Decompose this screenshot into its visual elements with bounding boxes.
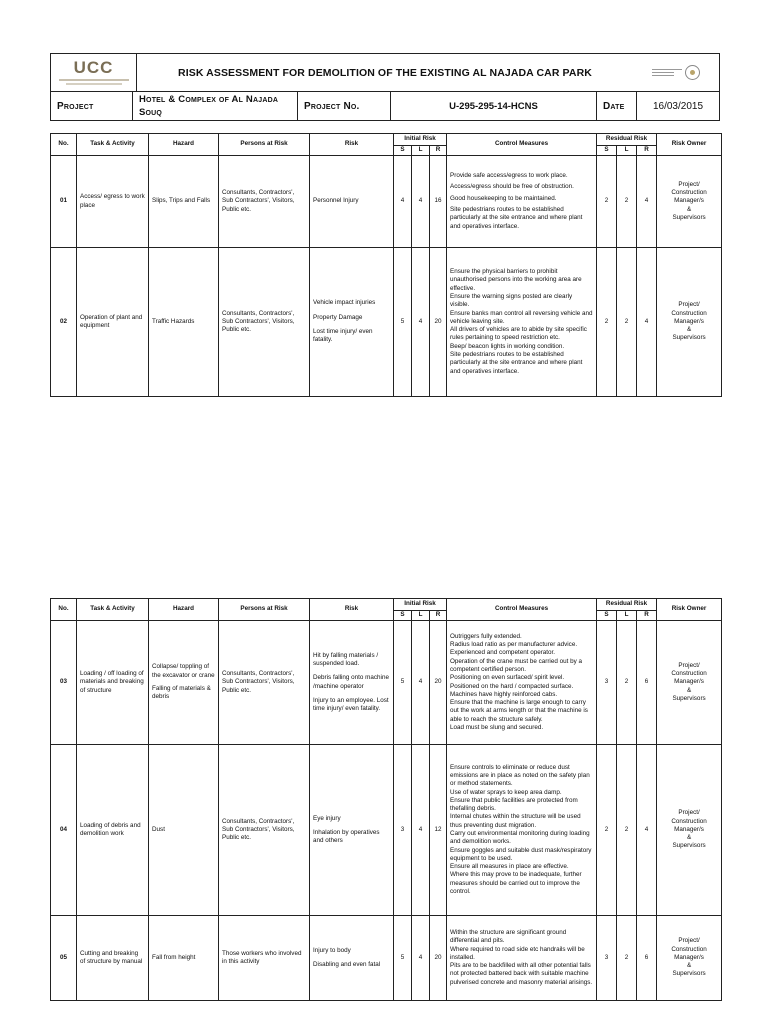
col-initial-s: S bbox=[394, 146, 412, 156]
risk-line: Disabling and even fatal bbox=[313, 961, 381, 968]
risk-owner-line: Project/ bbox=[678, 937, 700, 945]
control-measures-line: Access/egress should be free of obstruction. bbox=[450, 183, 574, 191]
col-initial-r: R bbox=[430, 611, 447, 621]
project-label: Project bbox=[51, 92, 133, 120]
initial-s: 4 bbox=[394, 156, 412, 248]
header-title-row bbox=[51, 54, 719, 92]
hazard-line: Collapse/ toppling of the excavator or crane bbox=[152, 663, 215, 679]
initial-s: 5 bbox=[394, 916, 412, 1001]
col-control: Control Measures bbox=[447, 134, 597, 156]
control-measures-line: Machines have highly reinforced cabs. bbox=[450, 690, 558, 698]
control-measures-line: Ensure that the machine is large enough to carry out the work at arms length or that the machine is able to reach the structure safely. bbox=[450, 699, 588, 723]
risk-owner-line: Supervisors bbox=[672, 334, 706, 342]
hazard bbox=[149, 621, 219, 745]
residual-r: 6 bbox=[637, 621, 657, 745]
col-hazard: Hazard bbox=[149, 134, 219, 156]
control-measures-line: Good housekeeping to be maintained. bbox=[450, 194, 557, 202]
task-activity: Loading / off loading of materials and breaking of structure bbox=[77, 621, 149, 745]
risk-table-page-1 bbox=[50, 133, 722, 397]
control-measures-line: Ensure controls to eliminate or reduce dust emissions are in place as noted on the safety plan or method statements. bbox=[450, 763, 590, 788]
control-measures-line: Radius load ratio as per manufacturer advice. bbox=[450, 641, 578, 649]
risk-line: Injury to an employee. Lost time injury/ even fatality. bbox=[313, 696, 389, 713]
control-measures-line: Ensure all measures in place are effective. bbox=[450, 863, 569, 871]
risk-row-04 bbox=[51, 745, 722, 916]
hazard-line: Slips, Trips and Falls bbox=[152, 197, 211, 205]
initial-l: 4 bbox=[412, 156, 430, 248]
risk bbox=[310, 248, 394, 397]
hazard bbox=[149, 156, 219, 248]
header-info-row bbox=[51, 92, 719, 120]
risk-line: Personnel Injury bbox=[313, 197, 359, 205]
logo-underline bbox=[66, 83, 122, 85]
row-no: 02 bbox=[51, 248, 77, 397]
risk-owner-line: & bbox=[686, 962, 692, 970]
col-residual-r: R bbox=[637, 146, 657, 156]
control-measures-line: Where this may prove to be inadequate, further measures should be carried out to improve the control. bbox=[450, 871, 582, 896]
risk-owner-line: Project/ bbox=[678, 809, 700, 817]
table-header bbox=[51, 599, 722, 621]
risk bbox=[310, 745, 394, 916]
col-initial-risk: Initial Risk bbox=[394, 134, 447, 146]
document-header bbox=[50, 53, 720, 121]
col-owner: Risk Owner bbox=[657, 599, 722, 621]
risk-owner-line: Construction bbox=[671, 670, 707, 678]
risk-line: Debris falling onto machine /machine operator bbox=[313, 674, 389, 690]
control-measures-line: Pits are to be backfilled with all other potential falls not protected battered back with suitable machine pulverised concrete and masonry material arisings. bbox=[450, 962, 593, 986]
risk-row-02 bbox=[51, 248, 722, 397]
col-persons: Persons at Risk bbox=[219, 134, 310, 156]
col-initial-l: L bbox=[412, 611, 430, 621]
company-logo bbox=[51, 54, 137, 91]
control-measures-line: Use of water sprays to keep area damp. bbox=[450, 788, 562, 796]
col-persons: Persons at Risk bbox=[219, 599, 310, 621]
risk-owner-line: Project/ bbox=[678, 180, 700, 188]
risk-line: Vehicle impact injuries bbox=[313, 299, 376, 307]
risk-owner-line: Construction bbox=[671, 945, 707, 953]
risk-owner-line: Construction bbox=[671, 189, 707, 197]
risk-owner-line: Manager/s bbox=[674, 953, 704, 961]
risk bbox=[310, 156, 394, 248]
initial-r: 20 bbox=[430, 621, 447, 745]
control-measures-line: Load must be slung and secured. bbox=[450, 723, 544, 731]
col-owner: Risk Owner bbox=[657, 134, 722, 156]
row-no: 04 bbox=[51, 745, 77, 916]
residual-s: 2 bbox=[597, 248, 617, 397]
col-risk: Risk bbox=[310, 599, 394, 621]
risk-owner-line: Manager/s bbox=[674, 197, 704, 205]
initial-r: 12 bbox=[430, 745, 447, 916]
control-measures-line: Ensure banks man control all reversing vehicle and vehicle leaving site. bbox=[450, 309, 593, 325]
risk-line: Hit by falling materials / suspended load. bbox=[313, 651, 379, 667]
col-residual-s: S bbox=[597, 611, 617, 621]
risk bbox=[310, 621, 394, 745]
col-hazard: Hazard bbox=[149, 599, 219, 621]
col-initial-risk: Initial Risk bbox=[394, 599, 447, 611]
control-measures-line: Where required to road side etc handrails will be installed. bbox=[450, 945, 585, 961]
residual-l: 2 bbox=[617, 156, 637, 248]
task-activity: Cutting and breaking of structure by manual bbox=[77, 916, 149, 1001]
col-initial-s: S bbox=[394, 611, 412, 621]
risk-owner-line: Supervisors bbox=[672, 842, 706, 850]
risk-line: Lost time injury/ even fatality. bbox=[313, 328, 373, 344]
control-measures bbox=[447, 916, 597, 1001]
col-no: No. bbox=[51, 599, 77, 621]
residual-s: 3 bbox=[597, 621, 617, 745]
initial-l: 4 bbox=[412, 248, 430, 397]
control-measures-line: Internal chutes within the structure will be used thus preventing dust migration. bbox=[450, 813, 581, 829]
initial-r: 20 bbox=[430, 916, 447, 1001]
row-no: 05 bbox=[51, 916, 77, 1001]
hazard-line: Dust bbox=[152, 825, 165, 833]
risk-owner-line: Project/ bbox=[678, 661, 700, 669]
hazard bbox=[149, 745, 219, 916]
control-measures-line: Within the structure are significant ground differential and pits. bbox=[450, 928, 567, 945]
risk-owner-line: Project/ bbox=[678, 301, 700, 309]
risk-owner-line: Supervisors bbox=[672, 970, 706, 978]
control-measures-line: Ensure goggles and suitable dust mask/respiratory equipment to be used. bbox=[450, 846, 592, 862]
control-measures-line: Experienced and competent operator. bbox=[450, 649, 556, 657]
persons-at-risk: Consultants, Contractors', Sub Contractors', Visitors, Public etc. bbox=[219, 745, 310, 916]
control-measures bbox=[447, 156, 597, 248]
initial-l: 4 bbox=[412, 621, 430, 745]
risk-table-page-2 bbox=[50, 598, 722, 1001]
risk-owner-line: Supervisors bbox=[672, 213, 706, 221]
risk-owner-line: Construction bbox=[671, 309, 707, 317]
logo-text: UCC bbox=[73, 58, 114, 77]
control-measures-line: Carry out environmental monitoring during loading and demolition works. bbox=[450, 830, 590, 846]
risk-owner bbox=[657, 248, 722, 397]
task-activity: Loading of debris and demolition work bbox=[77, 745, 149, 916]
task-activity: Access/ egress to work place bbox=[77, 156, 149, 248]
col-residual-l: L bbox=[617, 146, 637, 156]
risk bbox=[310, 916, 394, 1001]
risk-owner bbox=[657, 621, 722, 745]
initial-s: 5 bbox=[394, 621, 412, 745]
risk-owner-line: Supervisors bbox=[672, 694, 706, 702]
row-no: 01 bbox=[51, 156, 77, 248]
logo-underline bbox=[59, 79, 129, 81]
persons-at-risk: Consultants, Contractors', Sub Contractors', Visitors, Public etc. bbox=[219, 156, 310, 248]
col-initial-r: R bbox=[430, 146, 447, 156]
col-residual-risk: Residual Risk bbox=[597, 134, 657, 146]
residual-r: 4 bbox=[637, 248, 657, 397]
persons-at-risk: Consultants, Contractors', Sub Contractors', Visitors, Public etc. bbox=[219, 621, 310, 745]
project-no-value: U-295-295-14-HCNS bbox=[391, 92, 597, 120]
risk-owner-line: Manager/s bbox=[674, 317, 704, 325]
risk-line: Injury to body bbox=[313, 946, 351, 954]
persons-at-risk: Consultants, Contractors', Sub Contractors', Visitors, Public etc. bbox=[219, 248, 310, 397]
residual-l: 2 bbox=[617, 621, 637, 745]
risk-line: Eye injury bbox=[313, 814, 341, 822]
residual-s: 3 bbox=[597, 916, 617, 1001]
initial-s: 5 bbox=[394, 248, 412, 397]
risk-owner-line: Manager/s bbox=[674, 825, 704, 833]
col-residual-r: R bbox=[637, 611, 657, 621]
col-initial-l: L bbox=[412, 146, 430, 156]
residual-r: 6 bbox=[637, 916, 657, 1001]
table-body bbox=[51, 156, 722, 397]
control-measures-line: Site pedestrians routes to be established particularly at the site entrance and where plant and operatives interface. bbox=[450, 351, 583, 375]
document-title: RISK ASSESSMENT FOR DEMOLITION OF THE EXISTING AL NAJADA CAR PARK bbox=[178, 66, 592, 79]
col-residual-s: S bbox=[597, 146, 617, 156]
residual-l: 2 bbox=[617, 248, 637, 397]
risk-owner bbox=[657, 916, 722, 1001]
seal-text bbox=[652, 69, 682, 76]
col-residual-l: L bbox=[617, 611, 637, 621]
initial-r: 20 bbox=[430, 248, 447, 397]
task-activity: Operation of plant and equipment bbox=[77, 248, 149, 397]
risk-owner bbox=[657, 745, 722, 916]
control-measures-line: Ensure the physical barriers to prohibit unauthorised persons into the working area are effective. bbox=[450, 268, 582, 292]
residual-s: 2 bbox=[597, 745, 617, 916]
date-label: Date bbox=[597, 92, 637, 120]
table-header bbox=[51, 134, 722, 156]
col-no: No. bbox=[51, 134, 77, 156]
col-control: Control Measures bbox=[447, 599, 597, 621]
risk-owner-line: & bbox=[686, 834, 692, 842]
risk-row-01 bbox=[51, 156, 722, 248]
residual-s: 2 bbox=[597, 156, 617, 248]
hazard-line: Falling of materials & debris bbox=[152, 685, 211, 701]
control-measures bbox=[447, 745, 597, 916]
risk-owner-line: & bbox=[686, 326, 692, 334]
initial-l: 4 bbox=[412, 745, 430, 916]
control-measures bbox=[447, 248, 597, 397]
persons-at-risk: Those workers who involved in this activity bbox=[219, 916, 310, 1001]
project-no-label: Project No. bbox=[298, 92, 391, 120]
risk-owner-line: Construction bbox=[671, 817, 707, 825]
hazard bbox=[149, 916, 219, 1001]
hazard-line: Fall from height bbox=[152, 953, 196, 961]
risk-owner bbox=[657, 156, 722, 248]
risk-row-03 bbox=[51, 621, 722, 745]
initial-r: 16 bbox=[430, 156, 447, 248]
control-measures-line: Operation of the crane must be carried out by a competent certified person. bbox=[450, 657, 582, 673]
initial-l: 4 bbox=[412, 916, 430, 1001]
date-value: 16/03/2015 bbox=[652, 100, 704, 112]
col-residual-risk: Residual Risk bbox=[597, 599, 657, 611]
risk-line: Property Damage bbox=[313, 313, 363, 321]
control-measures-line: Positioning on even surfaced/ spirit level. bbox=[450, 674, 565, 682]
residual-r: 4 bbox=[637, 745, 657, 916]
risk-owner-line: & bbox=[686, 205, 692, 213]
control-measures-line: Ensure that public facilities are protected from thefalling debris. bbox=[450, 796, 578, 813]
control-measures-line: All drivers of vehicles are to abide by site specific rules pertaining to speed restriction etc. bbox=[450, 326, 587, 342]
risk-owner-line: & bbox=[686, 686, 692, 694]
control-measures-line: Beep/ beacon lights in working condition. bbox=[450, 342, 565, 350]
project-value: Hotel & Complex of Al Najada Souq bbox=[133, 92, 298, 120]
residual-r: 4 bbox=[637, 156, 657, 248]
control-measures-line: Site pedestrians routes to be established particularly at the site entrance and where plant and operatives interface. bbox=[450, 206, 583, 230]
residual-l: 2 bbox=[617, 916, 637, 1001]
row-no: 03 bbox=[51, 621, 77, 745]
hazard-line: Traffic Hazards bbox=[152, 317, 195, 325]
control-measures bbox=[447, 621, 597, 745]
initial-s: 3 bbox=[394, 745, 412, 916]
risk-row-05 bbox=[51, 916, 722, 1001]
client-seal bbox=[633, 54, 719, 91]
control-measures-line: Positioned on the hard / compacted surface. bbox=[450, 682, 574, 690]
seal-emblem-icon bbox=[685, 65, 700, 80]
risk-line: Inhalation by operatives and others bbox=[313, 828, 380, 845]
control-measures-line: Outriggers fully extended. bbox=[450, 632, 522, 640]
hazard bbox=[149, 248, 219, 397]
control-measures-line: Provide safe access/egress to work place. bbox=[450, 172, 568, 180]
col-task: Task & Activity bbox=[77, 599, 149, 621]
risk-owner-line: Manager/s bbox=[674, 678, 704, 686]
control-measures-line: Ensure the warning signs posted are clearly visible. bbox=[450, 292, 573, 309]
residual-l: 2 bbox=[617, 745, 637, 916]
col-task: Task & Activity bbox=[77, 134, 149, 156]
table-body bbox=[51, 621, 722, 1001]
col-risk: Risk bbox=[310, 134, 394, 156]
